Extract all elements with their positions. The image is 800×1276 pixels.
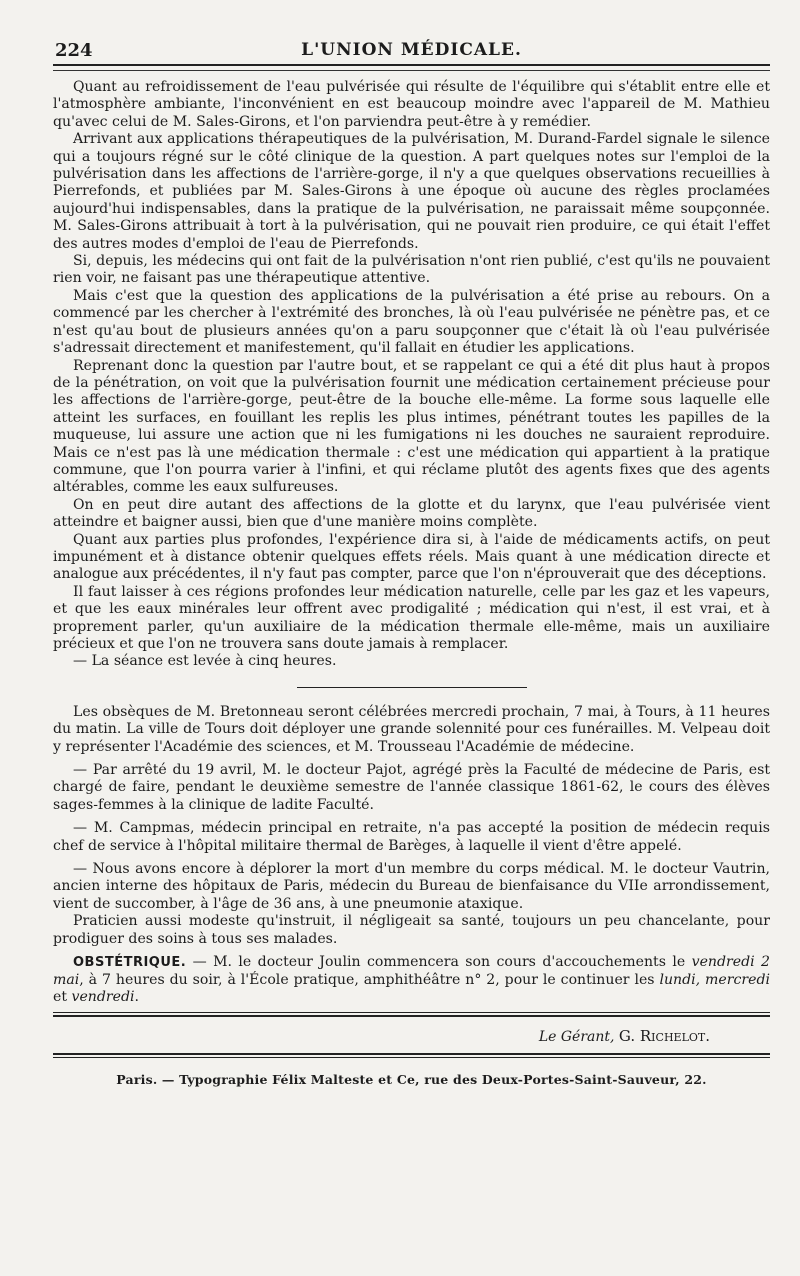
- news-item: Praticien aussi modeste qu'instruit, il négligeait sa santé, toujours un peu chancelante, pour prodiguer des soins à tous ses malades.: [53, 913, 770, 947]
- news-item: — M. Campmas, médecin principal en retraite, n'a pas accepté la position de médecin requis chef de service à l'hôpital militaire thermal de Barèges, à laquelle il vient d'être appelé.: [53, 820, 770, 854]
- page-number: 224: [55, 40, 93, 61]
- printer-imprint: Paris. — Typographie Félix Malteste et Ce, rue des Deux-Portes-Saint-Sauveur, 22.: [116, 1072, 707, 1088]
- notice-text: .: [134, 988, 139, 1005]
- page-header: [53, 34, 770, 66]
- news-item: — Par arrêté du 19 avril, M. le docteur Pajot, agrégé près la Faculté de médecine de Paris, est chargé de faire, pendant le deuxième semestre de l'année classique 1861-62, le cours des élèves sages-femmes à la clinique de ladite Faculté.: [53, 762, 770, 813]
- news-section: [53, 704, 770, 1007]
- notice-text: et: [53, 988, 72, 1005]
- signature-name: G. Richelot.: [618, 1027, 710, 1046]
- news-item: — Nous avons encore à déplorer la mort d'un membre du corps médical. M. le docteur Vautrin, ancien interne des hôpitaux de Paris, médecin du Bureau de bienfaisance du VIIe arrondissement, vient de succomber, à l'âge de 36 ans, à une pneumonie ataxique.: [53, 861, 770, 912]
- notice-text: , à 7 heures du soir, à l'École pratique, amphithéâtre n° 2, pour le continuer les: [79, 971, 660, 988]
- session-close: — La séance est levée à cinq heures.: [73, 653, 337, 670]
- paragraph: Il faut laisser à ces régions profondes leur médication naturelle, celle par les gaz et les vapeurs, et que les eaux minérales leur offrent avec prodigalité ; médication qui n'est, il est vrai, et à proprement parler, qu'un auxiliaire de la médication thermale elle-même, mais un auxiliaire précieux et que l'on ne trouvera sans doute jamais à remplacer.: [53, 583, 770, 652]
- paragraph: Si, depuis, les médecins qui ont fait de la pulvérisation n'ont rien publié, c'est qu'ils ne pouvaient rien voir, ne faisant pas une thérapeutique attentive.: [53, 253, 770, 287]
- header-rule: [53, 70, 770, 71]
- rule: [53, 1012, 770, 1013]
- notice-italic: vendredi 2 mai: [53, 954, 770, 988]
- obstetrique-notice: [53, 954, 770, 1006]
- journal-title: L'UNION MÉDICALE.: [301, 40, 522, 60]
- footer-rules: [53, 1053, 770, 1058]
- news-item: Les obsèques de M. Bretonneau seront célébrées mercredi prochain, 7 mai, à Tours, à 11 heures du matin. La ville de Tours doit déployer une grande solennité pour ces funérailles. M. Velpeau doit y représenter l'Académie des sciences, et M. Trousseau l'Académie de médecine.: [53, 703, 770, 755]
- bottom-rules: [53, 1012, 770, 1017]
- rule: [53, 1053, 770, 1055]
- paragraph: Quant aux parties plus profondes, l'expérience dira si, à l'aide de médicaments actifs, on peut impunément et à distance obtenir quelques effets réels. Mais quant à une médication directe et analogue aux précédentes, il n'y faut pas compter, parce que l'on n'éprouverait que des déceptions.: [53, 531, 770, 583]
- paragraph: Arrivant aux applications thérapeutiques de la pulvérisation, M. Durand-Fardel signale le silence qui a toujours régné sur le côté clinique de la question. A part quelques notes sur l'emploi de la pulvérisation dans les affections de l'arrière-gorge, il n'y a que quelques observations recueillies à Pierrefonds, et publiées par M. Sales-Girons à une époque où aucune des règles proclamées aujourd'hui indispensables, dans la pratique de la pulvérisation, ne paraissait même soupçonnée. M. Sales-Girons attribuait à tort à la pulvérisation, qui ne pouvait rien produire, ce qui était l'effet des autres modes d'emploi de l'eau de Pierrefonds.: [53, 131, 770, 252]
- paragraph: Mais c'est que la question des applications de la pulvérisation a été prise au rebours. On a commencé par les chercher à l'extrémité des bronches, là où l'eau pulvérisée ne pénètre pas, et ce n'est qu'au bout de plusieurs années qu'on a paru soupçonner que c'était là où l'eau pulvérisée s'adressait directement et manifestement, qu'il fallait en étudier les applications.: [53, 287, 770, 357]
- signature: [53, 1027, 770, 1045]
- signature-role: Le Gérant,: [538, 1029, 615, 1046]
- notice-italic: vendredi: [71, 988, 135, 1005]
- rule: [53, 1015, 770, 1017]
- paragraph: On en peut dire autant des affections de la glotte et du larynx, que l'eau pulvérisée vient atteindre et baigner aussi, bien que d'une manière moins complète.: [53, 496, 770, 531]
- paragraph: Reprenant donc la question par l'autre bout, et se rappelant ce qui a été dit plus haut à propos de la pénétration, on voit que la pulvérisation fournit une médication certainement précieuse pour les affections de l'arrière-gorge, peut-être de la bouche elle-même. La forme sous laquelle elle atteint les surfaces, en fouillant les replis les plus intimes, pénétrant toutes les papilles de la muqueuse, lui assure une action que ni les fumigations ni les douches ne sauraient reproduire. Mais ce n'est pas là une médication thermale : c'est une médication qui appartient à la pratique commune, que l'on pourra varier à l'infini, et qui réclame plutôt des agents fixes que des agents altérables, comme les eaux sulfureuses.: [53, 357, 770, 496]
- rule: [53, 1057, 770, 1058]
- notice-italic: lundi, mercredi: [659, 971, 770, 988]
- article-body: [53, 79, 770, 1006]
- paragraph: Quant au refroidissement de l'eau pulvérisée qui résulte de l'équilibre qui s'établit entre elle et l'atmosphère ambiante, l'inconvénient en est beaucoup moindre avec l'appareil de M. Mathieu qu'avec celui de M. Sales-Girons, et l'on parviendra peut-être à y remédier.: [53, 79, 770, 130]
- notice-text: — M. le docteur Joulin commencera son cours d'accouchements le: [186, 954, 692, 971]
- section-divider: [297, 687, 527, 688]
- obstetrique-label: OBSTÉTRIQUE.: [73, 955, 187, 971]
